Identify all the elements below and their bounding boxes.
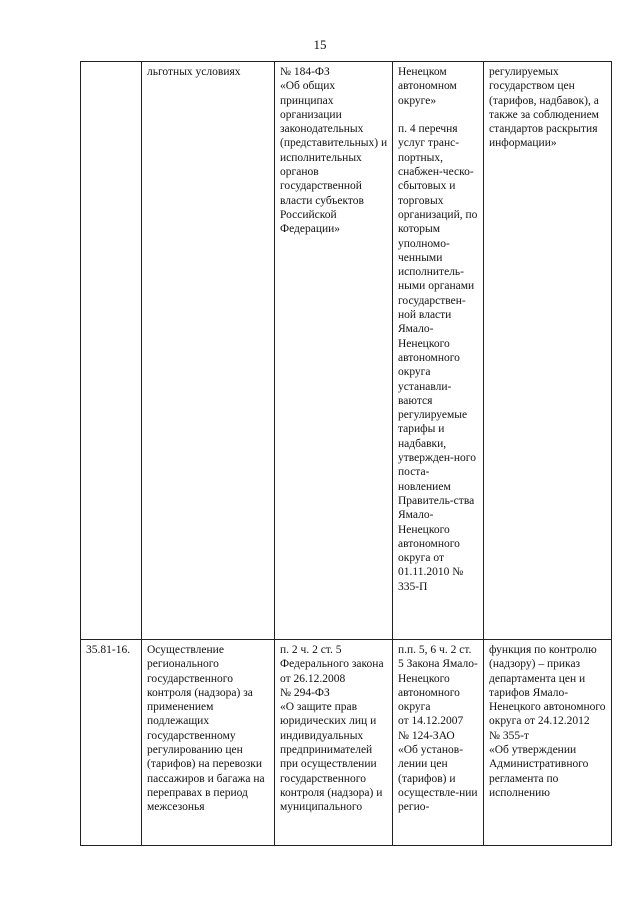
regulation-act-cell: функция по контролю (надзору) – приказ департамента цен и тарифов Ямало-Ненецкого автономного округа от 24.12.2012 № 355-т «Об утверждении Административного регламента по исполнению (484, 640, 612, 846)
federal-law-cell: № 184-ФЗ «Об общих принципах организации законодательных (представительных) и исполнительных органов государственной власти субъектов Российской Федерации» (275, 62, 393, 640)
regulation-act-cell: регулируемых государством цен (тарифов, надбавок), а также за соблюдением стандартов раскрытия информации» (484, 62, 612, 640)
function-name-cell: льготных условиях (142, 62, 275, 640)
regional-law-cell: п.п. 5, 6 ч. 2 ст. 5 Закона Ямало-Ненецкого автономного округа от 14.12.2007 № 124-ЗАО «Об установ-лении цен (тарифов) и осуществле-нии регио- (393, 640, 484, 846)
regional-law-cell: Ненецком автономном округе» п. 4 перечня услуг транс-портных, снабжен-ческо-сбытовых и торговых организаций, по которым уполномо-ченными исполнитель-ными органами государствен-ной власти Ямало-Ненецкого автономного округа устанавли-ваются регулируемые тарифы и надбавки, утвержден-ного поста-новлением Правитель-ства Ямало-Ненецкого автономного округа от 01.11.2010 № 335-П (393, 62, 484, 640)
table-row (81, 640, 612, 846)
function-name-cell: Осуществление регионального государственного контроля (надзора) за применением подлежащих государственному регулированию цен (тарифов) на перевозки пассажиров и багажа на переправах в период межсезонья (142, 640, 275, 846)
item-number-cell: 35.81-16. (81, 640, 142, 846)
item-number-cell (81, 62, 142, 640)
table-row (81, 62, 612, 640)
federal-law-cell: п. 2 ч. 2 ст. 5 Федерального закона от 26.12.2008 № 294-ФЗ «О защите прав юридических лиц и индивидуальных предпринимателей при осуществлении государственного контроля (надзора) и муниципального (275, 640, 393, 846)
regulation-table (80, 61, 612, 846)
page-number: 15 (313, 37, 327, 52)
